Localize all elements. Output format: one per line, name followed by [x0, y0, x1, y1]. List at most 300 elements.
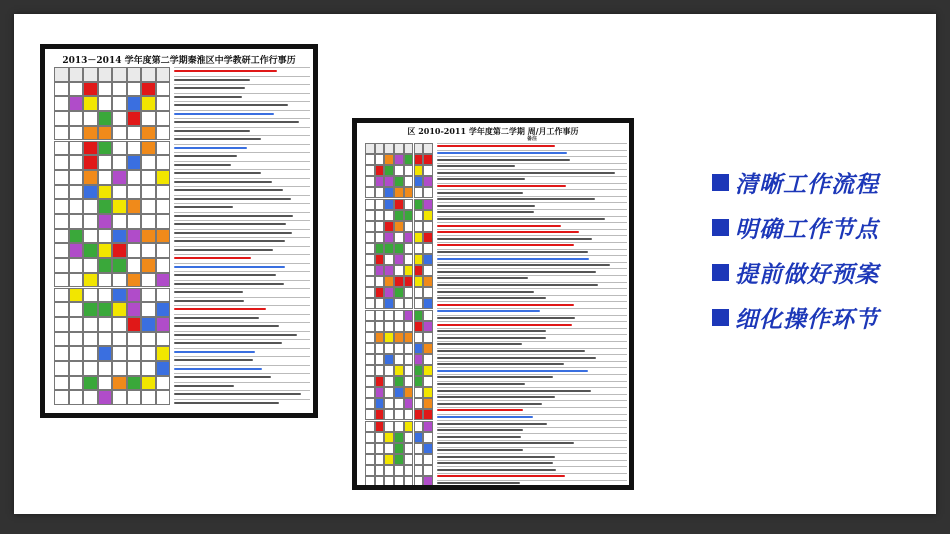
notes-row-divider [174, 169, 310, 170]
calendar-cell [423, 154, 433, 165]
calendar-cell [54, 67, 69, 82]
notes-text-line [174, 121, 299, 123]
notes-text-line [174, 181, 272, 183]
notes-text-line [174, 317, 259, 319]
calendar-cell [98, 332, 113, 347]
calendar-cell [365, 476, 375, 487]
calendar-cell [394, 321, 404, 332]
notes-row-divider [437, 176, 627, 177]
notes-text-line [174, 113, 274, 115]
calendar-cell [394, 165, 404, 176]
calendar-cell [365, 176, 375, 187]
notes-text-line [437, 403, 542, 405]
notes-row-divider [174, 305, 310, 306]
calendar-cell [141, 243, 156, 258]
calendar-cell [83, 141, 98, 156]
calendar-cell [127, 332, 142, 347]
calendar-cell [69, 361, 84, 376]
calendar-cell [54, 199, 69, 214]
notes-text-line [174, 96, 242, 98]
calendar-cell [423, 265, 433, 276]
notes-text-line [437, 317, 575, 319]
calendar-cell [98, 361, 113, 376]
notes-text-line [437, 185, 566, 187]
calendar-cell [394, 443, 404, 454]
calendar-cell [127, 302, 142, 317]
calendar-cell [112, 332, 127, 347]
doc1-calendar-grid [54, 67, 170, 407]
calendar-cell [375, 199, 385, 210]
calendar-cell [98, 302, 113, 317]
notes-text-line [174, 87, 245, 89]
notes-row-divider [437, 447, 627, 448]
calendar-cell [404, 143, 414, 154]
notes-row-divider [174, 84, 310, 85]
calendar-cell [98, 376, 113, 391]
calendar-cell [394, 143, 404, 154]
calendar-cell [384, 421, 394, 432]
bullet-text: 提前做好预案 [735, 261, 879, 288]
notes-text-line [437, 198, 595, 200]
notes-row-divider [174, 339, 310, 340]
calendar-cell [54, 258, 69, 273]
calendar-cell [384, 398, 394, 409]
calendar-cell [423, 287, 433, 298]
calendar-cell [423, 387, 433, 398]
calendar-cell [414, 143, 424, 154]
calendar-cell [414, 232, 424, 243]
bullet-text: 明确工作节点 [735, 216, 879, 243]
notes-text-line [174, 334, 297, 336]
calendar-cell [141, 317, 156, 332]
calendar-cell [384, 221, 394, 232]
calendar-cell [375, 376, 385, 387]
notes-text-line [437, 145, 555, 147]
notes-row-divider [437, 361, 627, 362]
calendar-cell [83, 302, 98, 317]
doc2-title: 区 2010-2011 学年度第二学期 周/月工作事历 [407, 126, 579, 136]
calendar-cell [394, 421, 404, 432]
calendar-cell [98, 214, 113, 229]
calendar-cell [54, 317, 69, 332]
calendar-cell [384, 387, 394, 398]
notes-row-divider [174, 237, 310, 238]
notes-text-line [437, 475, 565, 477]
calendar-cell [54, 288, 69, 303]
notes-row-divider [174, 93, 310, 94]
notes-text-line [174, 308, 266, 310]
calendar-cell [127, 229, 142, 244]
calendar-cell [384, 409, 394, 420]
notes-row-divider [437, 196, 627, 197]
calendar-cell [365, 332, 375, 343]
notes-row-divider [437, 262, 627, 263]
notes-text-line [437, 396, 555, 398]
notes-text-line [174, 291, 243, 293]
notes-text-line [174, 138, 261, 140]
notes-text-line [437, 462, 553, 464]
calendar-cell [414, 454, 424, 465]
calendar-cell [423, 409, 433, 420]
calendar-cell [414, 476, 424, 487]
calendar-cell [141, 185, 156, 200]
calendar-cell [156, 214, 171, 229]
notes-row-divider [437, 407, 627, 408]
calendar-cell [394, 254, 404, 265]
calendar-cell [127, 199, 142, 214]
calendar-cell [69, 126, 84, 141]
calendar-cell [384, 310, 394, 321]
calendar-cell [69, 317, 84, 332]
notes-row-divider [437, 341, 627, 342]
calendar-cell [127, 185, 142, 200]
calendar-cell [112, 390, 127, 405]
calendar-cell [127, 258, 142, 273]
calendar-cell [375, 276, 385, 287]
calendar-cell [375, 387, 385, 398]
calendar-cell [414, 354, 424, 365]
calendar-cell [98, 111, 113, 126]
calendar-cell [394, 243, 404, 254]
calendar-cell [112, 82, 127, 97]
calendar-cell [141, 170, 156, 185]
calendar-cell [384, 432, 394, 443]
notes-text-line [437, 284, 598, 286]
blue-square-bullet-icon [712, 219, 729, 236]
notes-row-divider [437, 295, 627, 296]
calendar-cell [112, 67, 127, 82]
calendar-document-2013-2014 [40, 44, 318, 418]
calendar-cell [394, 465, 404, 476]
notes-text-line [437, 482, 520, 484]
calendar-cell [127, 317, 142, 332]
calendar-cell [384, 243, 394, 254]
calendar-cell [384, 376, 394, 387]
calendar-cell [394, 199, 404, 210]
calendar-cell [365, 232, 375, 243]
calendar-cell [156, 258, 171, 273]
calendar-cell [394, 387, 404, 398]
calendar-cell [375, 254, 385, 265]
calendar-cell [365, 210, 375, 221]
calendar-cell [69, 155, 84, 170]
calendar-cell [156, 376, 171, 391]
calendar-cell [365, 298, 375, 309]
calendar-cell [394, 276, 404, 287]
calendar-cell [384, 287, 394, 298]
bullet-item [712, 164, 879, 200]
notes-row-divider [174, 161, 310, 162]
notes-text-line [174, 376, 271, 378]
notes-row-divider [174, 229, 310, 230]
calendar-cell [365, 387, 375, 398]
notes-row-divider [174, 212, 310, 213]
calendar-cell [423, 232, 433, 243]
calendar-cell [54, 111, 69, 126]
notes-row-divider [437, 308, 627, 309]
calendar-cell [423, 454, 433, 465]
notes-row-divider [437, 433, 627, 434]
calendar-cell [83, 67, 98, 82]
notes-text-line [437, 370, 588, 372]
calendar-cell [83, 288, 98, 303]
notes-text-line [437, 277, 528, 279]
calendar-cell [156, 185, 171, 200]
calendar-cell [375, 465, 385, 476]
notes-row-divider [437, 400, 627, 401]
calendar-cell [404, 432, 414, 443]
notes-text-line [174, 147, 247, 149]
calendar-cell [127, 390, 142, 405]
notes-text-line [437, 152, 567, 154]
calendar-cell [404, 298, 414, 309]
calendar-cell [375, 265, 385, 276]
calendar-cell [112, 96, 127, 111]
calendar-cell [394, 298, 404, 309]
calendar-cell [112, 243, 127, 258]
calendar-cell [156, 317, 171, 332]
calendar-cell [423, 143, 433, 154]
calendar-cell [54, 243, 69, 258]
notes-text-line [437, 225, 561, 227]
notes-row-divider [437, 440, 627, 441]
notes-text-line [174, 206, 233, 208]
calendar-cell [394, 454, 404, 465]
notes-text-line [174, 274, 276, 276]
notes-text-line [437, 324, 572, 326]
calendar-cell [423, 465, 433, 476]
bullet-item [712, 254, 879, 290]
calendar-cell [69, 82, 84, 97]
calendar-cell [394, 176, 404, 187]
calendar-cell [375, 398, 385, 409]
calendar-cell [112, 155, 127, 170]
calendar-cell [69, 390, 84, 405]
notes-text-line [437, 337, 546, 339]
notes-row-divider [437, 156, 627, 157]
notes-text-line [174, 172, 261, 174]
notes-text-line [437, 416, 533, 418]
calendar-cell [375, 332, 385, 343]
notes-text-line [174, 215, 293, 217]
bullet-text: 细化操作环节 [735, 306, 879, 333]
notes-text-line [437, 297, 546, 299]
calendar-cell [54, 302, 69, 317]
notes-row-divider [437, 387, 627, 388]
calendar-cell [404, 276, 414, 287]
calendar-cell [423, 443, 433, 454]
calendar-cell [69, 229, 84, 244]
calendar-cell [141, 332, 156, 347]
calendar-cell [375, 454, 385, 465]
calendar-cell [365, 432, 375, 443]
calendar-cell [83, 390, 98, 405]
calendar-cell [375, 176, 385, 187]
calendar-cell [384, 343, 394, 354]
calendar-cell [375, 409, 385, 420]
notes-text-line [437, 271, 596, 273]
notes-row-divider [437, 229, 627, 230]
notes-row-divider [174, 76, 310, 77]
calendar-cell [423, 321, 433, 332]
calendar-cell [375, 321, 385, 332]
calendar-cell [404, 443, 414, 454]
calendar-cell [69, 332, 84, 347]
calendar-cell [394, 354, 404, 365]
calendar-cell [127, 170, 142, 185]
notes-row-divider [437, 315, 627, 316]
notes-text-line [437, 172, 615, 174]
calendar-cell [384, 232, 394, 243]
calendar-cell [83, 273, 98, 288]
notes-text-line [174, 198, 291, 200]
doc1-notes-column [172, 67, 312, 407]
calendar-cell [365, 409, 375, 420]
notes-row-divider [437, 216, 627, 217]
notes-text-line [174, 300, 244, 302]
calendar-cell [414, 310, 424, 321]
calendar-cell [83, 376, 98, 391]
calendar-cell [127, 288, 142, 303]
calendar-cell [98, 199, 113, 214]
calendar-cell [394, 409, 404, 420]
calendar-cell [384, 154, 394, 165]
calendar-cell [404, 421, 414, 432]
calendar-cell [365, 221, 375, 232]
calendar-cell [127, 82, 142, 97]
notes-text-line [174, 232, 292, 234]
calendar-cell [141, 111, 156, 126]
calendar-cell [423, 432, 433, 443]
notes-row-divider [437, 209, 627, 210]
calendar-cell [375, 310, 385, 321]
notes-text-line [437, 409, 523, 411]
calendar-cell [141, 141, 156, 156]
notes-row-divider [437, 242, 627, 243]
calendar-cell [384, 476, 394, 487]
calendar-cell [156, 332, 171, 347]
calendar-cell [384, 254, 394, 265]
calendar-cell [98, 155, 113, 170]
calendar-cell [141, 229, 156, 244]
notes-row-divider [174, 322, 310, 323]
notes-row-divider [437, 381, 627, 382]
calendar-cell [394, 432, 404, 443]
notes-row-divider [174, 135, 310, 136]
notes-text-line [437, 264, 610, 266]
calendar-cell [112, 376, 127, 391]
notes-row-divider [174, 220, 310, 221]
calendar-cell [365, 443, 375, 454]
calendar-cell [384, 298, 394, 309]
calendar-cell [112, 229, 127, 244]
notes-text-line [437, 165, 515, 167]
notes-row-divider [437, 460, 627, 461]
calendar-cell [384, 199, 394, 210]
calendar-cell [69, 258, 84, 273]
notes-row-divider [437, 235, 627, 236]
calendar-cell [423, 187, 433, 198]
calendar-cell [365, 310, 375, 321]
notes-row-divider [174, 280, 310, 281]
notes-text-line [174, 155, 237, 157]
calendar-cell [98, 185, 113, 200]
calendar-cell [98, 346, 113, 361]
calendar-cell [98, 141, 113, 156]
notes-text-line [174, 223, 286, 225]
notes-row-divider [174, 382, 310, 383]
notes-text-line [437, 429, 523, 431]
notes-row-divider [437, 163, 627, 164]
calendar-cell [365, 243, 375, 254]
notes-text-line [174, 189, 283, 191]
calendar-cell [54, 273, 69, 288]
calendar-cell [54, 229, 69, 244]
calendar-cell [365, 365, 375, 376]
calendar-cell [414, 387, 424, 398]
calendar-cell [69, 111, 84, 126]
notes-text-line [437, 456, 555, 458]
notes-row-divider [174, 110, 310, 111]
calendar-cell [83, 332, 98, 347]
calendar-cell [141, 96, 156, 111]
notes-text-line [174, 249, 273, 251]
notes-row-divider [174, 263, 310, 264]
calendar-cell [98, 170, 113, 185]
calendar-cell [98, 96, 113, 111]
calendar-cell [384, 332, 394, 343]
notes-row-divider [437, 255, 627, 256]
notes-row-divider [437, 202, 627, 203]
calendar-cell [141, 288, 156, 303]
calendar-cell [83, 170, 98, 185]
calendar-cell [69, 288, 84, 303]
notes-text-line [437, 231, 579, 233]
calendar-cell [423, 376, 433, 387]
calendar-cell [54, 82, 69, 97]
calendar-cell [98, 82, 113, 97]
calendar-cell [69, 67, 84, 82]
calendar-cell [54, 214, 69, 229]
calendar-cell [156, 243, 171, 258]
notes-row-divider [174, 101, 310, 102]
calendar-cell [127, 96, 142, 111]
calendar-cell [414, 221, 424, 232]
calendar-cell [141, 376, 156, 391]
calendar-cell [394, 287, 404, 298]
calendar-cell [404, 398, 414, 409]
calendar-cell [404, 343, 414, 354]
bullet-text: 清晰工作流程 [735, 171, 879, 198]
calendar-cell [98, 273, 113, 288]
calendar-cell [156, 141, 171, 156]
calendar-cell [375, 221, 385, 232]
calendar-cell [141, 67, 156, 82]
calendar-cell [394, 476, 404, 487]
calendar-cell [365, 465, 375, 476]
notes-row-divider [174, 331, 310, 332]
calendar-cell [69, 273, 84, 288]
calendar-cell [414, 165, 424, 176]
notes-text-line [437, 218, 605, 220]
calendar-cell [384, 454, 394, 465]
notes-row-divider [174, 365, 310, 366]
calendar-cell [127, 273, 142, 288]
calendar-cell [404, 354, 414, 365]
notes-text-line [437, 469, 556, 471]
calendar-cell [414, 432, 424, 443]
calendar-cell [423, 398, 433, 409]
